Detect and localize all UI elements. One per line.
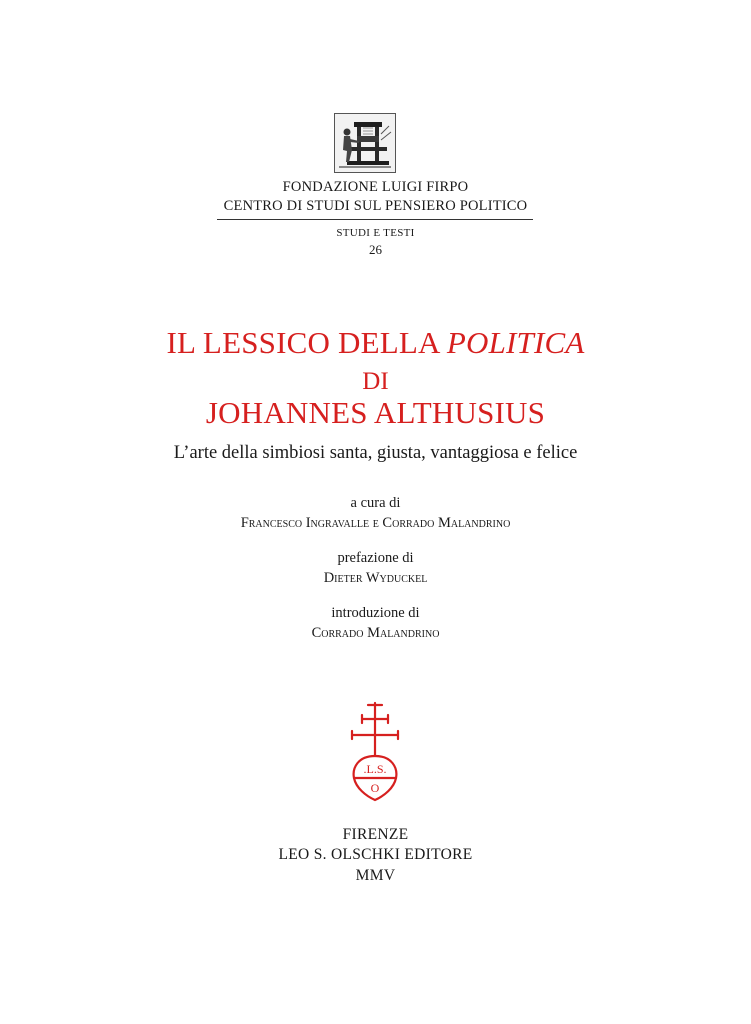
emblem-letters-top: .L.S.: [363, 762, 387, 776]
preface-author: Dieter Wyduckel: [323, 570, 428, 586]
header-rule: [217, 219, 533, 220]
title-italic-word: POLITICA: [446, 325, 585, 360]
preface-label: prefazione di: [337, 550, 414, 566]
subtitle: L’arte della simbiosi santa, giusta, vantaggiosa e felice: [173, 443, 578, 463]
foundation-name: FONDAZIONE LUIGI FIRPO: [282, 179, 469, 195]
series-label: STUDI E TESTI: [336, 227, 415, 239]
imprint-publisher: LEO S. OLSCHKI EDITORE: [278, 846, 473, 863]
study-center-name: CENTRO DI STUDI SUL PENSIERO POLITICO: [223, 198, 528, 214]
title-line-3: JOHANNES ALTHUSIUS: [205, 395, 546, 430]
title-line-1-text: IL LESSICO DELLA: [166, 325, 447, 360]
introduction-label: introduzione di: [331, 605, 420, 621]
foundation-header: [0, 178, 751, 216]
title-line-1: [0, 325, 751, 361]
title-line-2: DI: [362, 368, 389, 395]
editors-names: Francesco Ingravalle e Corrado Malandrino: [240, 515, 511, 531]
imprint-year: MMV: [355, 867, 396, 884]
series-number: 26: [369, 242, 382, 257]
imprint-city: FIRENZE: [342, 826, 409, 843]
introduction-author: Corrado Malandrino: [311, 625, 440, 641]
edited-by-label: a cura di: [350, 495, 401, 511]
publisher-emblem-icon: [340, 700, 410, 805]
printing-press-logo: [334, 113, 396, 173]
printing-press-icon: [335, 114, 395, 172]
emblem-letter-bottom: O: [370, 781, 380, 795]
